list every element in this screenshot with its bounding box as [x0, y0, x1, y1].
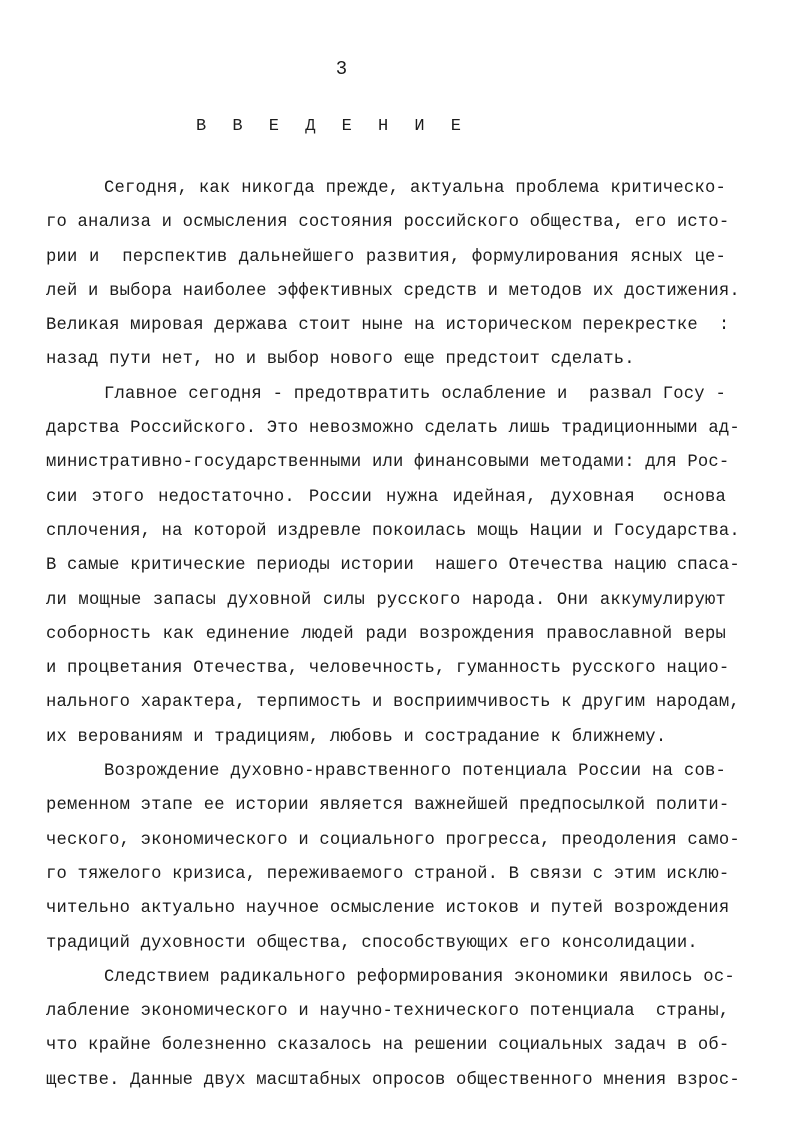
text-line: сии этого недостаточно. России нужна идейная, духовная основа	[46, 487, 726, 507]
text-line: Главное сегодня - предотвратить ослабление и развал Госу -	[104, 384, 726, 404]
text-line: ществе. Данные двух масштабных опросов общественного мнения взрос-	[46, 1070, 740, 1090]
document-title: В В Е Д Е Н И Е	[195, 117, 470, 136]
text-line: ческого, экономического и социального прогресса, преодоления само-	[46, 830, 740, 850]
text-line: что крайне болезненно сказалось на решении социальных задач в об-	[46, 1036, 730, 1056]
text-line: сплочения, на которой издревле покоилась мощь Нации и Государства.	[46, 521, 740, 541]
text-line: министративно-государственными или финансовыми методами: для Рос-	[46, 453, 730, 473]
text-line: дарства Российского. Это невозможно сделать лишь традиционными ад-	[46, 419, 740, 439]
text-line: Возрождение духовно-нравственного потенциала России на сов-	[104, 762, 726, 782]
text-line: лей и выбора наиболее эффективных средств и методов их достижения.	[46, 281, 740, 301]
text-line: и процветания Отечества, человечность, гуманность русского нацио-	[46, 659, 730, 679]
text-line: ременном этапе ее истории является важнейшей предпосылкой полити-	[46, 796, 730, 816]
text-line: Великая мировая держава стоит ныне на историческом перекрестке :	[46, 316, 730, 336]
text-line: чительно актуально научное осмысление истоков и путей возрождения	[46, 899, 730, 919]
text-line: лабление экономического и научно-технического потенциала страны,	[46, 1002, 730, 1022]
text-line: назад пути нет, но и выбор нового еще предстоит сделать.	[46, 350, 635, 370]
page-number: 3	[335, 58, 348, 80]
text-line: соборность как единение людей ради возрождения православной веры	[46, 624, 726, 644]
text-line: Следствием радикального реформирования экономики явилось ос-	[104, 967, 735, 987]
text-line: Сегодня, как никогда прежде, актуальна проблема критическо-	[104, 179, 726, 198]
body-text	[46, 172, 740, 1098]
text-line: нального характера, терпимость и восприимчивость к другим народам,	[46, 693, 740, 713]
text-line: го анализа и осмысления состояния российского общества, его исто-	[46, 213, 730, 233]
text-line: го тяжелого кризиса, переживаемого страной. В связи с этим исклю-	[46, 864, 730, 884]
text-line: их верованиям и традициям, любовь и сострадание к ближнему.	[46, 727, 667, 747]
text-line: традиций духовности общества, способствующих его консолидации.	[46, 933, 698, 953]
text-line: рии и перспектив дальнейшего развития, формулирования ясных це-	[46, 247, 726, 267]
text-line: В самые критические периоды истории нашего Отечества нацию спаса-	[46, 556, 740, 576]
text-line: ли мощные запасы духовной силы русского народа. Они аккумулируют	[46, 590, 726, 610]
